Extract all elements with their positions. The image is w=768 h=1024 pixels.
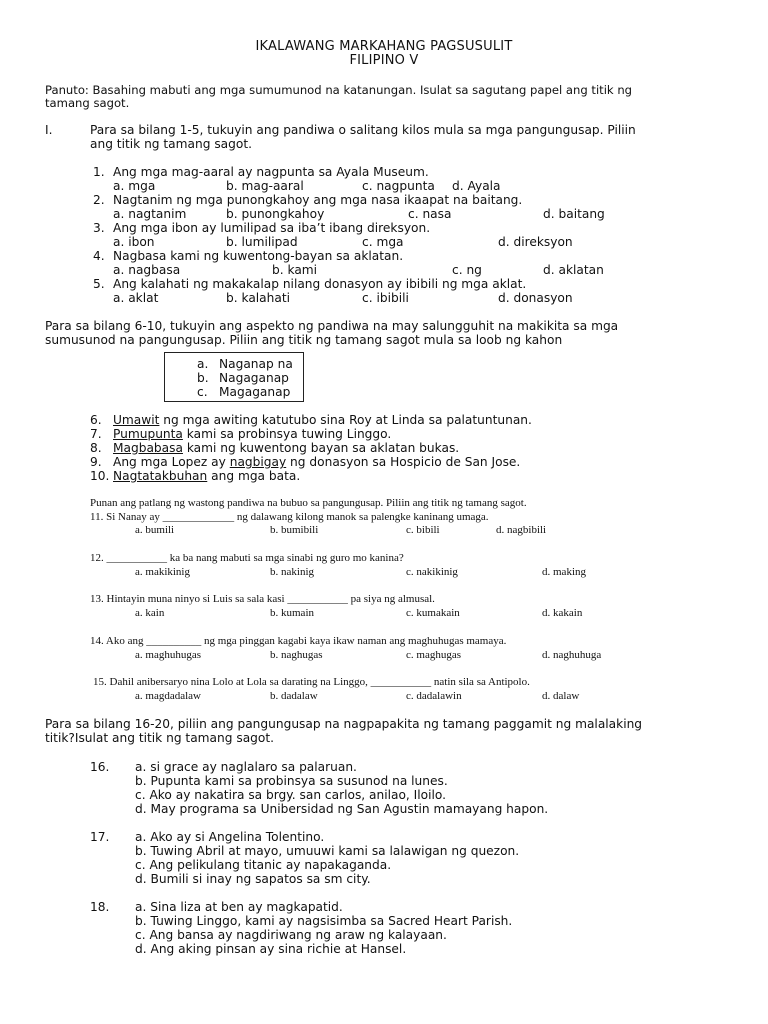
option-d: d. making [542, 566, 586, 578]
option-a: a. aklat [113, 291, 159, 305]
option-d: d. Ang aking pinsan ay sina richie at Hansel. [135, 942, 407, 956]
item-number: 16. [90, 760, 110, 774]
underlined-verb: Magbabasa [113, 441, 183, 455]
item-number: 17. [90, 830, 110, 844]
option-c: c. kumakain [406, 607, 460, 619]
option-c: c. nagpunta [362, 179, 435, 193]
option-b: b. kalahati [226, 291, 291, 305]
panuto-line-2: tamang sagot. [45, 96, 130, 110]
option-b: b. Tuwing Abril at mayo, umuuwi kami sa lalawigan ng quezon. [135, 844, 520, 858]
option-d: d. Bumili si inay ng sapatos sa sm city. [135, 872, 371, 886]
option-a: a. maghuhugas [135, 649, 201, 661]
option-a: a. makikinig [135, 566, 190, 578]
part-2-instruction-2: sumusunod na pangungusap. Piliin ang titik ng tamang sagot mula sa loob ng kahon [45, 333, 563, 347]
item-question: Nagtanim ng mga punongkahoy ang mga nasa ikaapat na baitang. [113, 193, 523, 207]
box-choice-a: Naganap na [219, 357, 293, 371]
item-sentence: Nagtatakbuhan ang mga bata. [113, 469, 301, 483]
option-c: c. Ang bansa ay nagdiriwang ng araw ng kalayaan. [135, 928, 447, 942]
page-subtitle: FILIPINO V [349, 53, 419, 68]
box-letter-a: a. [197, 357, 209, 371]
option-d: d. naghuhuga [542, 649, 602, 661]
item-number: 6. [90, 413, 102, 427]
option-d: d. donasyon [498, 291, 573, 305]
option-a: a. bumili [135, 524, 175, 536]
option-a: a. si grace ay naglalaro sa palaruan. [135, 760, 357, 774]
item-question: 11. Si Nanay ay _____________ ng dalawang kilong manok sa palengke kaninang umaga. [90, 511, 489, 523]
item-question: Ang mga ibon ay lumilipad sa iba’t ibang direksyon. [113, 221, 431, 235]
item-sentence: Pumupunta kami sa probinsya tuwing Linggo. [113, 427, 392, 441]
item-sentence: Ang mga Lopez ay nagbigay ng donasyon sa Hospicio de San Jose. [113, 455, 521, 469]
option-b: b. lumilipad [226, 235, 298, 249]
option-c: c. ng [452, 263, 482, 277]
option-d: d. nagbibili [496, 524, 547, 536]
item-question: Ang mga mag-aaral ay nagpunta sa Ayala Museum. [113, 165, 429, 179]
item-question: 14. Ako ang __________ ng mga pinggan kagabi kaya ikaw naman ang maghuhugas mamaya. [90, 635, 507, 647]
option-b: b. bumibili [270, 524, 319, 536]
option-b: b. kami [272, 263, 318, 277]
part-2-instruction-1: Para sa bilang 6-10, tukuyin ang aspekto ng pandiwa na may salungguhit na makikita sa mga [45, 319, 619, 333]
option-a: a. Ako ay si Angelina Tolentino. [135, 830, 325, 844]
option-b: b. nakinig [270, 566, 314, 578]
item-number: 3. [93, 221, 105, 235]
item-number: 10. [90, 469, 110, 483]
option-c: c. maghugas [406, 649, 461, 661]
option-a: a. magdadalaw [135, 690, 201, 702]
item-number: 5. [93, 277, 105, 291]
option-a: a. Sina liza at ben ay magkapatid. [135, 900, 343, 914]
part-4-instruction-1: Para sa bilang 16-20, piliin ang pangungusap na nagpapakita ng tamang paggamit ng malalaking [45, 717, 643, 731]
box-choice-b: Nagaganap [219, 371, 289, 385]
option-b: b. kumain [270, 607, 314, 619]
option-c: c. bibili [406, 524, 440, 536]
option-d: d. Ayala [452, 179, 501, 193]
option-c: c. mga [362, 235, 404, 249]
page-title: IKALAWANG MARKAHANG PAGSUSULIT [255, 39, 513, 54]
underlined-verb: nagbigay [229, 455, 287, 469]
option-a: a. nagtanim [113, 207, 187, 221]
option-a: a. nagbasa [113, 263, 181, 277]
underlined-verb: Pumupunta [113, 427, 183, 441]
underlined-verb: Umawit [113, 413, 160, 427]
option-d: d. aklatan [543, 263, 604, 277]
option-c: c. ibibili [362, 291, 409, 305]
item-question: 15. Dahil anibersaryo nina Lolo at Lola sa darating na Linggo, ___________ natin sila sa Antipolo. [93, 676, 530, 688]
option-a: a. kain [135, 607, 165, 619]
panuto-line-1: Panuto: Basahing mabuti ang mga sumumunod na katanungan. Isulat sa sagutang papel ang titik ng [45, 83, 633, 97]
option-a: a. mga [113, 179, 156, 193]
underlined-verb: Nagtatakbuhan [113, 469, 208, 483]
option-b: b. Tuwing Linggo, kami ay nagsisimba sa Sacred Heart Parish. [135, 914, 513, 928]
item-question: Ang kalahati ng makakalap nilang donasyon ay ibibili ng mga aklat. [113, 277, 527, 291]
option-b: b. mag-aaral [226, 179, 304, 193]
item-number: 18. [90, 900, 110, 914]
option-a: a. ibon [113, 235, 155, 249]
item-number: 8. [90, 441, 102, 455]
option-c: c. nasa [408, 207, 452, 221]
item-question: 13. Hintayin muna ninyo si Luis sa sala kasi ___________ pa siya ng almusal. [90, 593, 435, 605]
option-d: d. dalaw [542, 690, 580, 702]
box-choice-c: Magaganap [219, 385, 291, 399]
part-1-instruction-2: ang titik ng tamang sagot. [90, 137, 252, 151]
part-4-instruction-2: titik?Isulat ang titik ng tamang sagot. [45, 731, 275, 745]
option-c: c. Ang pelikulang titanic ay napakaganda. [135, 858, 392, 872]
option-d: d. May programa sa Unibersidad ng San Agustin mamayang hapon. [135, 802, 549, 816]
item-question: Nagbasa kami ng kuwentong-bayan sa aklatan. [113, 249, 404, 263]
option-d: d. baitang [543, 207, 605, 221]
option-b: b. dadalaw [270, 690, 318, 702]
option-c: c. nakikinig [406, 566, 458, 578]
item-sentence: Umawit ng mga awiting katutubo sina Roy at Linda sa palatuntunan. [113, 413, 532, 427]
item-sentence: Magbabasa kami ng kuwentong bayan sa aklatan bukas. [113, 441, 460, 455]
option-d: d. kakain [542, 607, 583, 619]
option-c: c. dadalawin [406, 690, 462, 702]
option-b: b. Pupunta kami sa probinsya sa susunod na lunes. [135, 774, 448, 788]
item-number: 1. [93, 165, 105, 179]
part-1-numeral: I. [45, 123, 53, 137]
item-number: 9. [90, 455, 102, 469]
item-number: 2. [93, 193, 105, 207]
option-c: c. Ako ay nakatira sa brgy. san carlos, anilao, Iloilo. [135, 788, 446, 802]
option-d: d. direksyon [498, 235, 573, 249]
box-letter-c: c. [197, 385, 208, 399]
item-number: 4. [93, 249, 105, 263]
part-3-instruction: Punan ang patlang ng wastong pandiwa na bubuo sa pangungusap. Piliin ang titik ng tamang sagot. [90, 497, 527, 509]
part-1-instruction-1: Para sa bilang 1-5, tukuyin ang pandiwa o salitang kilos mula sa mga pangungusap. Piliin [90, 123, 636, 137]
option-b: b. naghugas [270, 649, 323, 661]
item-question: 12. ___________ ka ba nang mabuti sa mga sinabi ng guro mo kanina? [90, 552, 404, 564]
box-letter-b: b. [197, 371, 209, 385]
option-b: b. punongkahoy [226, 207, 325, 221]
item-number: 7. [90, 427, 102, 441]
